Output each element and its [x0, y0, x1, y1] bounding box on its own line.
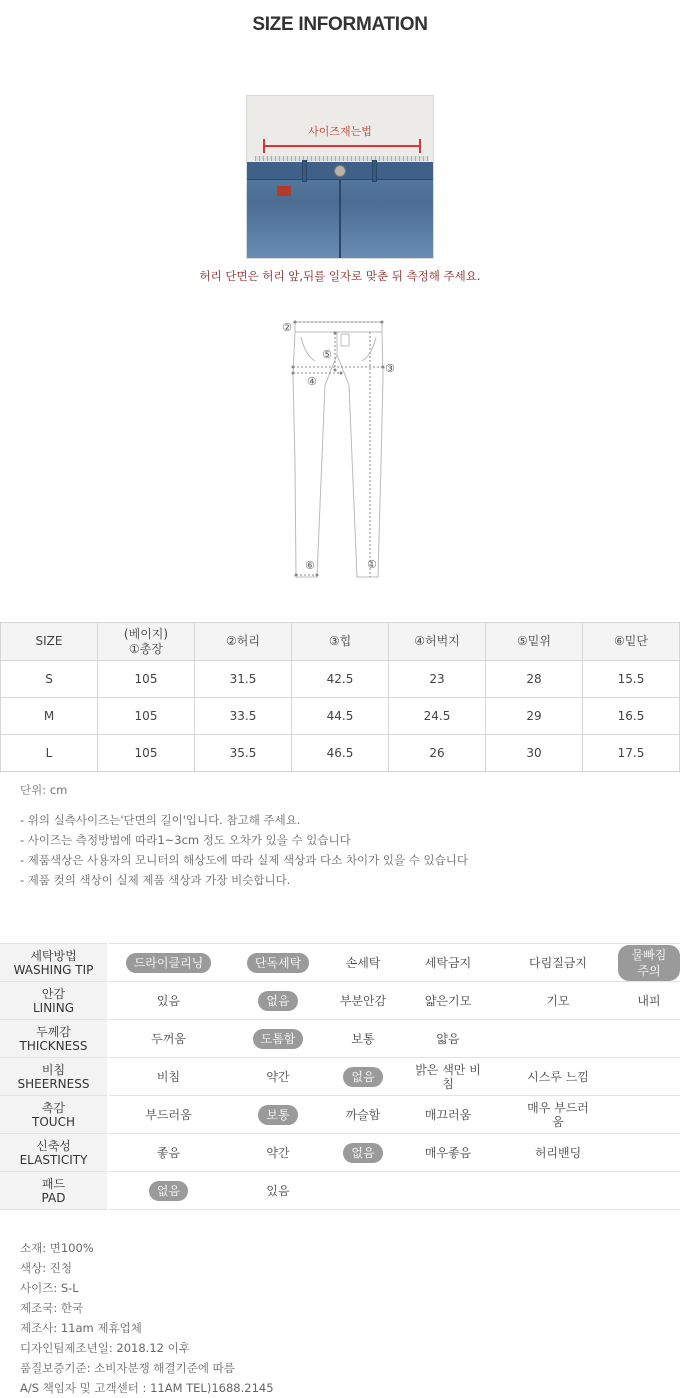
spec-option: 부드러움 — [145, 1107, 192, 1122]
info-item: A/S 책임자 및 고객센터 : 11AM TEL)1688.2145 — [20, 1381, 274, 1395]
spec-label: 촉감 TOUCH — [0, 1096, 108, 1134]
size-cell: 31.5 — [195, 661, 292, 698]
jeans-button — [334, 165, 346, 177]
spec-option-cell — [498, 1020, 618, 1058]
spec-label: 두께감 THICKNESS — [0, 1020, 108, 1058]
size-header-cell: ⑤밑위 — [486, 623, 583, 661]
spec-option-cell — [228, 1134, 328, 1172]
spec-row — [0, 1020, 680, 1058]
size-cell: 16.5 — [583, 698, 680, 735]
size-cell: 105 — [98, 735, 195, 772]
spec-row — [0, 1134, 680, 1172]
spec-option-cell — [618, 1096, 680, 1134]
spec-option-cell — [498, 1058, 618, 1096]
spec-option-cell — [498, 982, 618, 1020]
spec-option-cell — [498, 1172, 618, 1210]
size-header-cell: ⑥밑단 — [583, 623, 680, 661]
spec-option-cell — [108, 1020, 228, 1058]
size-cell: M — [1, 698, 98, 735]
size-row — [1, 698, 680, 735]
size-header-cell: (베이지) ①총장 — [98, 623, 195, 661]
size-cell: L — [1, 735, 98, 772]
spec-option-cell — [328, 1172, 398, 1210]
info-item: 제조국: 한국 — [20, 1301, 84, 1315]
spec-option-cell — [108, 1058, 228, 1096]
size-cell: 30 — [486, 735, 583, 772]
spec-option: 있음 — [156, 993, 181, 1008]
spec-option: 보통 — [351, 1031, 375, 1046]
spec-option-cell — [618, 1172, 680, 1210]
spec-option: 기모 — [546, 993, 570, 1008]
spec-option: 밝은 색만 비침 — [415, 1062, 481, 1091]
spec-option-cell — [498, 1096, 618, 1134]
spec-option-cell — [108, 1134, 228, 1172]
diagram-label-2: ② — [282, 321, 292, 334]
info-item: 품질보증기준: 소비자분쟁 해결기준에 따름 — [20, 1361, 235, 1375]
spec-option: 세탁금지 — [424, 955, 472, 970]
spec-option-cell — [398, 1134, 498, 1172]
spec-option-cell — [228, 1096, 328, 1134]
spec-option: 손세탁 — [345, 955, 381, 970]
spec-option-selected: 드라이클리닝 — [126, 953, 212, 973]
product-info-list — [20, 1238, 274, 1398]
spec-option: 허리밴딩 — [534, 1145, 582, 1160]
measurement-photo — [246, 95, 434, 259]
spec-option-cell — [618, 1020, 680, 1058]
spec-option: 비침 — [156, 1069, 181, 1084]
spec-option-selected: 없음 — [343, 1067, 382, 1087]
size-row — [1, 735, 680, 772]
spec-option: 까슬함 — [345, 1107, 381, 1122]
spec-option-selected: 물빠짐주의 — [618, 945, 680, 981]
spec-option: 두꺼움 — [151, 1031, 186, 1046]
diagram-label-6: ⑥ — [305, 559, 315, 572]
spec-label: 패드 PAD — [0, 1172, 108, 1210]
info-item: 색상: 진청 — [20, 1261, 72, 1275]
size-cell: 105 — [98, 698, 195, 735]
spec-option-cell — [328, 944, 398, 982]
spec-option: 있음 — [266, 1183, 290, 1198]
spec-option-cell — [398, 1096, 498, 1134]
spec-label: 세탁방법 WASHING TIP — [0, 944, 108, 982]
size-table-header — [1, 623, 680, 661]
spec-option: 약간 — [266, 1145, 290, 1160]
note-item: - 제품색상은 사용자의 모니터의 해상도에 따라 실제 색상과 다소 차이가 있을 수 있습니다 — [20, 853, 468, 867]
size-cell: 15.5 — [583, 661, 680, 698]
size-cell: 23 — [389, 661, 486, 698]
info-item: 제조사: 11am 제휴업체 — [20, 1321, 142, 1335]
size-cell: 26 — [389, 735, 486, 772]
size-cell: 28 — [486, 661, 583, 698]
diagram-label-3: ③ — [385, 362, 395, 375]
spec-option: 매우좋음 — [424, 1145, 472, 1160]
info-item: 디자인팀제조년일: 2018.12 이후 — [20, 1341, 190, 1355]
spec-option-selected: 없음 — [258, 991, 297, 1011]
spec-option-cell — [108, 982, 228, 1020]
spec-option-selected: 단독세탁 — [247, 953, 309, 973]
size-cell: 35.5 — [195, 735, 292, 772]
spec-option-cell — [328, 1096, 398, 1134]
spec-option-cell — [498, 944, 618, 982]
spec-option: 내피 — [637, 993, 661, 1008]
note-item: - 사이즈는 측정방법에 따라1~3cm 정도 오차가 있을 수 있습니다 — [20, 833, 351, 847]
spec-option-cell — [108, 944, 228, 982]
spec-option-cell — [398, 1172, 498, 1210]
size-cell: 105 — [98, 661, 195, 698]
note-item: - 위의 실측사이즈는'단면의 길이'입니다. 참고해 주세요. — [20, 813, 301, 827]
page-title: SIZE INFORMATION — [252, 14, 428, 35]
spec-option-cell — [618, 944, 680, 982]
measuring-tape — [255, 156, 429, 161]
measure-line — [263, 145, 421, 147]
spec-option: 시스루 느낌 — [527, 1069, 589, 1084]
spec-option: 약간 — [266, 1069, 290, 1084]
spec-label: 안감 LINING — [0, 982, 108, 1020]
size-cell: 33.5 — [195, 698, 292, 735]
size-header-cell: ②허리 — [195, 623, 292, 661]
size-cell: 46.5 — [292, 735, 389, 772]
spec-option-cell — [328, 1020, 398, 1058]
spec-option-cell — [398, 944, 498, 982]
info-item: 소재: 면100% — [20, 1241, 94, 1255]
spec-label: 비침 SHEERNESS — [0, 1058, 108, 1096]
spec-option-selected: 도톰함 — [253, 1029, 304, 1049]
size-table — [0, 622, 680, 772]
spec-option: 얇은기모 — [424, 993, 472, 1008]
spec-option-cell — [228, 982, 328, 1020]
spec-option-cell — [498, 1134, 618, 1172]
belt-loop — [302, 160, 307, 182]
spec-option-cell — [618, 1058, 680, 1096]
spec-option-cell — [228, 944, 328, 982]
spec-option-cell — [328, 1058, 398, 1096]
size-cell: S — [1, 661, 98, 698]
spec-row — [0, 944, 680, 982]
unit-note: 단위: cm — [20, 783, 68, 797]
spec-option-cell — [398, 1058, 498, 1096]
diagram-label-5: ⑤ — [322, 348, 332, 361]
spec-option: 부분안감 — [339, 993, 387, 1008]
spec-option-cell — [328, 1134, 398, 1172]
spec-option: 얇음 — [436, 1031, 460, 1046]
spec-option-cell — [398, 982, 498, 1020]
spec-row — [0, 982, 680, 1020]
diagram-label-1: ① — [367, 558, 377, 571]
spec-option: 좋음 — [156, 1145, 181, 1160]
spec-option-cell — [228, 1020, 328, 1058]
spec-option-cell — [228, 1172, 328, 1210]
size-cell: 29 — [486, 698, 583, 735]
pants-diagram — [275, 315, 405, 585]
spec-option-cell — [108, 1096, 228, 1134]
note-item: - 제품 컷의 색상이 실제 제품 색상과 가장 비슷합니다. — [20, 873, 291, 887]
size-cell: 24.5 — [389, 698, 486, 735]
size-header-cell: ③힙 — [292, 623, 389, 661]
spec-option-selected: 보통 — [258, 1105, 297, 1125]
spec-option-selected: 없음 — [149, 1181, 188, 1201]
spec-row — [0, 1172, 680, 1210]
spec-option-cell — [618, 1134, 680, 1172]
spec-option: 매끄러움 — [424, 1107, 472, 1122]
measure-note: 허리 단면은 허리 앞,뒤를 일자로 맞춘 뒤 측정해 주세요. — [199, 269, 481, 283]
spec-label: 신축성 ELASTICITY — [0, 1134, 108, 1172]
spec-option-cell — [108, 1172, 228, 1210]
measure-label: 사이즈재는법 — [308, 125, 372, 138]
spec-option-selected: 없음 — [343, 1143, 382, 1163]
spec-option-cell — [618, 982, 680, 1020]
size-header-cell: SIZE — [1, 623, 98, 661]
size-cell: 17.5 — [583, 735, 680, 772]
size-cell: 42.5 — [292, 661, 389, 698]
spec-option: 매우 부드러움 — [527, 1100, 589, 1129]
size-header-cell: ④허벅지 — [389, 623, 486, 661]
spec-option-cell — [398, 1020, 498, 1058]
info-item: 사이즈: S-L — [20, 1281, 79, 1295]
spec-option: 다림질금지 — [529, 955, 587, 970]
product-spec-table — [0, 943, 680, 1210]
spec-option-cell — [228, 1058, 328, 1096]
size-cell: 44.5 — [292, 698, 389, 735]
spec-option-cell — [328, 982, 398, 1020]
jeans-tab — [277, 186, 291, 196]
jeans-fly — [339, 180, 341, 259]
spec-row — [0, 1096, 680, 1134]
spec-row — [0, 1058, 680, 1096]
diagram-label-4: ④ — [307, 375, 317, 388]
notes-list — [20, 810, 468, 890]
belt-loop — [372, 160, 377, 182]
size-row — [1, 661, 680, 698]
